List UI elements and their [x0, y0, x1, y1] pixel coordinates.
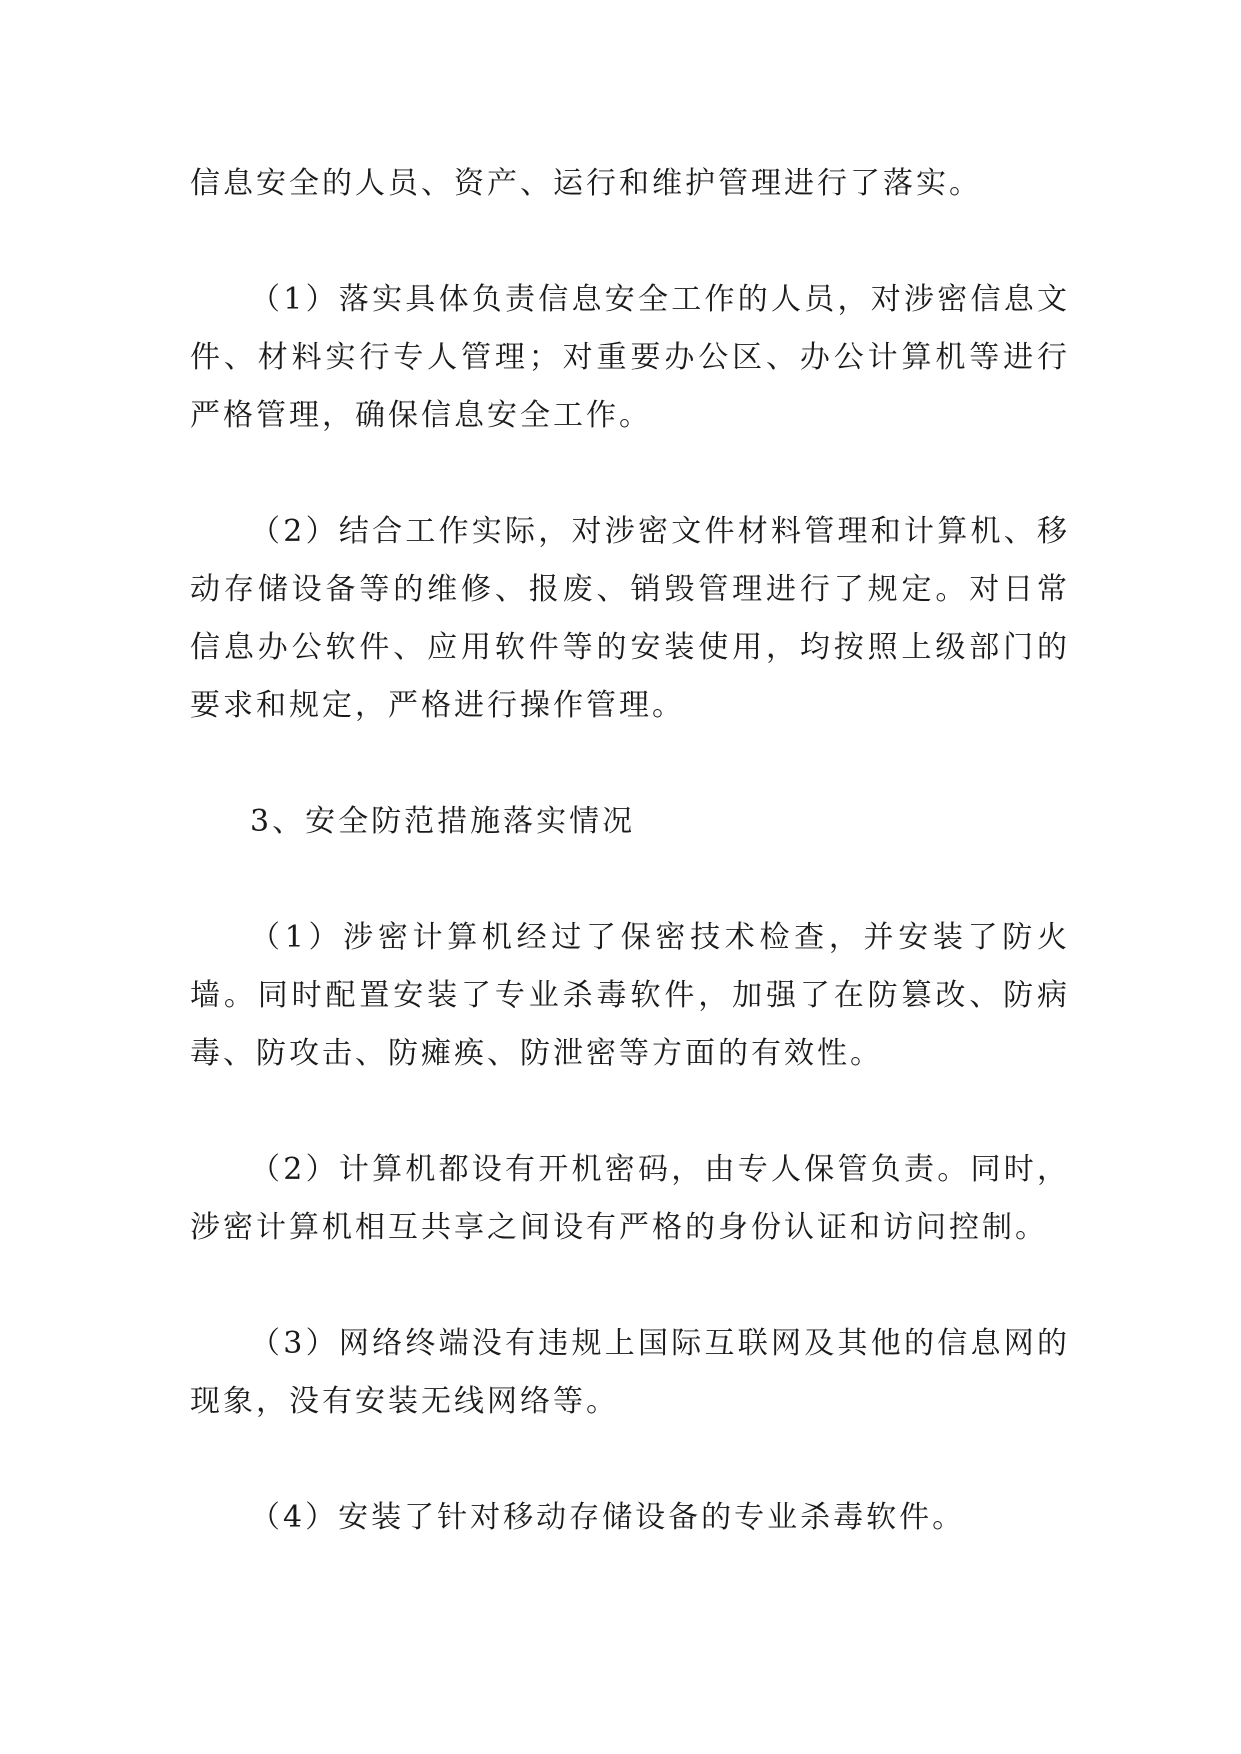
paragraph-item-1-personnel: （1）落实具体负责信息安全工作的人员，对涉密信息文件、材料实行专人管理；对重要办公区、办公计算机等进行严格管理，确保信息安全工作。	[190, 282, 1070, 433]
paragraph-spacer	[190, 1257, 1070, 1315]
paragraph-measure-2-password: （2）计算机都设有开机密码，由专人保管负责。同时，涉密计算机相互共享之间设有严格的身份认证和访问控制。	[190, 1152, 1070, 1245]
paragraph-spacer	[190, 851, 1070, 909]
paragraph-spacer	[190, 1431, 1070, 1489]
paragraph-measure-3-network: （3）网络终端没有违规上国际互联网及其他的信息网的现象，没有安装无线网络等。	[190, 1326, 1070, 1419]
paragraph-spacer	[190, 735, 1070, 793]
paragraph-item-2-regulations: （2）结合工作实际，对涉密文件材料管理和计算机、移动存储设备等的维修、报废、销毁管理进行了规定。对日常信息办公软件、应用软件等的安装使用，均按照上级部门的要求和规定，严格进行操作管理。	[190, 514, 1070, 723]
paragraph-spacer	[190, 445, 1070, 503]
paragraph-spacer	[190, 213, 1070, 271]
document-body	[190, 155, 1070, 1547]
paragraph-measure-4-antivirus: （4）安装了针对移动存储设备的专业杀毒软件。	[250, 1500, 966, 1535]
paragraph-measure-1-firewall: （1）涉密计算机经过了保密技术检查，并安装了防火墙。同时配置安装了专业杀毒软件，加强了在防篡改、防病毒、防攻击、防瘫痪、防泄密等方面的有效性。	[190, 920, 1070, 1071]
section-heading-security-measures: 3、安全防范措施落实情况	[250, 804, 636, 839]
paragraph-spacer	[190, 1083, 1070, 1141]
paragraph-intro: 信息安全的人员、资产、运行和维护管理进行了落实。	[190, 166, 982, 201]
